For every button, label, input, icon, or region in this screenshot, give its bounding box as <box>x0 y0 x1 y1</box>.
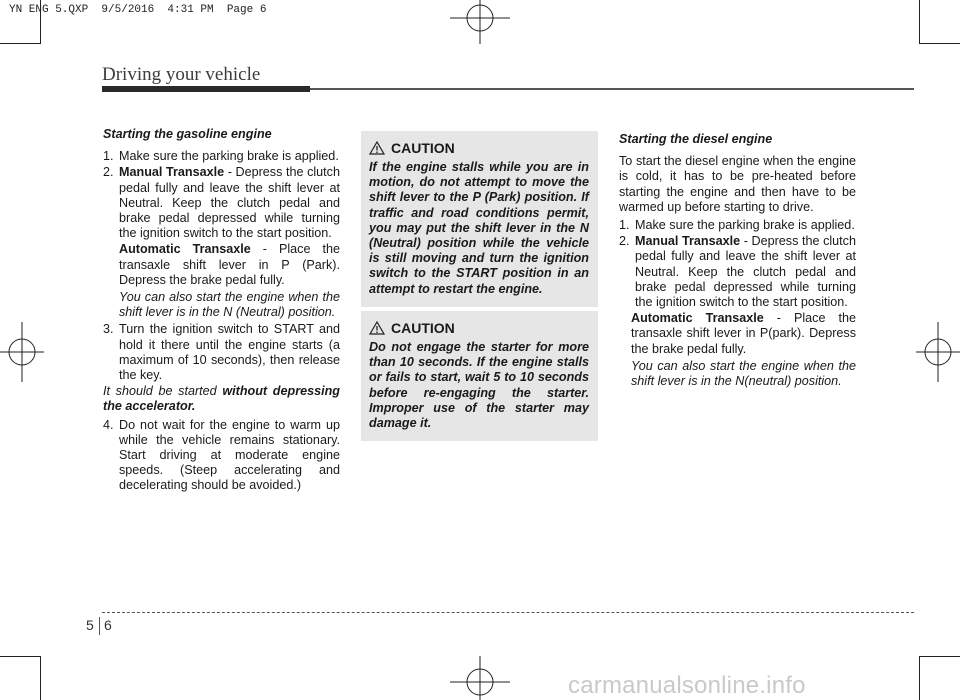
step-number: 2. <box>103 165 114 180</box>
manual-transaxle-label: Manual Transaxle <box>119 165 225 180</box>
chapter-number: 5 <box>86 617 94 633</box>
step-text: Make sure the parking brake is applied. <box>119 149 339 164</box>
step-number: 4. <box>103 417 114 432</box>
manual-transaxle-text: - Depress the clutch pedal fully and leave the shift lever at Neutral. Keep the clutch pedal and brake pedal depressed while turning the ignition switch to the start position. <box>635 234 856 310</box>
caution-body: Do not engage the starter for more than 10 seconds. If the engine stalls or fails to start, wait 5 to 10 seconds before re-engaging the starter. Improper use of the starter may damage it. <box>369 340 589 431</box>
automatic-transaxle-text: - Place the transaxle shift lever in P(park). Depress the brake pedal fully. <box>631 311 857 356</box>
diesel-step-1 <box>619 218 856 233</box>
crop-mark <box>0 43 40 44</box>
caution-header <box>369 320 589 336</box>
caution-header <box>369 140 589 156</box>
crop-mark <box>0 656 40 657</box>
crop-mark <box>919 656 920 700</box>
diesel-column <box>619 132 856 391</box>
page-number-divider <box>99 617 100 635</box>
accelerator-note-emphasis: without depressing the accelerator. <box>103 384 340 414</box>
step-number: 1. <box>103 149 114 164</box>
caution-box-starter <box>361 311 598 441</box>
step-text: Turn the ignition switch to START and hold it there until the engine starts (a maximum of 10 seconds), then release the key. <box>119 322 340 383</box>
watermark: carmanualsonline.info <box>568 672 806 699</box>
step-text <box>119 165 340 241</box>
print-slug: YN ENG 5.QXP 9/5/2016 4:31 PM Page 6 <box>9 4 267 16</box>
warning-triangle-icon <box>369 321 385 335</box>
step-text <box>635 234 856 310</box>
gasoline-step-2 <box>103 165 340 241</box>
gasoline-automatic-note: You can also start the engine when the shift lever is in the N (Neutral) position. <box>119 290 340 320</box>
crop-mark <box>919 0 920 44</box>
diesel-automatic-note: You can also start the engine when the shift lever is in the N(neutral) position. <box>631 358 856 389</box>
crop-mark <box>920 43 960 44</box>
crop-mark <box>40 656 41 700</box>
section-title: Driving your vehicle <box>102 64 261 85</box>
crop-mark <box>920 656 960 657</box>
gasoline-step-3 <box>103 322 340 383</box>
gasoline-column <box>103 127 340 495</box>
caution-title: CAUTION <box>391 140 455 156</box>
gasoline-step-4 <box>103 418 340 494</box>
manual-transaxle-label: Manual Transaxle <box>635 234 741 249</box>
step-text: Do not wait for the engine to warm up while the vehicle remains stationary. Start driving at moderate engine speeds. (Steep accelerating and decelerating should be avoided.) <box>119 417 340 493</box>
automatic-transaxle-label: Automatic Transaxle <box>631 311 764 326</box>
gasoline-step-1 <box>103 149 340 164</box>
title-bar <box>102 86 310 92</box>
caution-body: If the engine stalls while you are in motion, do not attempt to move the shift lever to the P (Park) position. If traffic and road conditions permit, you may put the shift lever in the N (Neutral) position while the vehicle is still moving and turn the ignition switch to the START position in an attempt to restart the engine. <box>369 160 589 296</box>
warning-triangle-icon <box>369 141 385 155</box>
registration-mark-bottom <box>450 656 510 700</box>
registration-mark-left <box>0 322 44 382</box>
caution-title: CAUTION <box>391 320 455 336</box>
registration-mark-right <box>916 322 960 382</box>
accelerator-note-start: It should be started <box>103 384 223 399</box>
diesel-intro: To start the diesel engine when the engine is cold, it has to be pre-heated before starting the engine and then have to be warmed up before starting to drive. <box>619 154 856 214</box>
step-text: Make sure the parking brake is applied. <box>635 218 855 233</box>
diesel-subhead: Starting the diesel engine <box>619 132 773 146</box>
gasoline-subhead: Starting the gasoline engine <box>103 127 272 141</box>
automatic-transaxle-text: - Place the transaxle shift lever in P (Park). Depress the brake pedal fully. <box>119 242 341 287</box>
diesel-automatic <box>619 311 856 357</box>
step-number: 1. <box>619 218 630 233</box>
manual-transaxle-text: - Depress the clutch pedal fully and leave the shift lever at Neutral. Keep the clutch pedal and brake pedal depressed while turning the ignition switch to the start position. <box>119 165 340 241</box>
diesel-step-2 <box>619 234 856 310</box>
step-number: 3. <box>103 322 114 337</box>
accelerator-note <box>103 384 340 414</box>
page-number: 6 <box>104 617 112 633</box>
registration-mark-top <box>450 0 510 44</box>
automatic-transaxle-label: Automatic Transaxle <box>119 242 251 257</box>
step-number: 2. <box>619 234 630 249</box>
gasoline-automatic <box>103 242 340 288</box>
caution-box-stall <box>361 131 598 307</box>
footer-rule <box>102 612 914 613</box>
